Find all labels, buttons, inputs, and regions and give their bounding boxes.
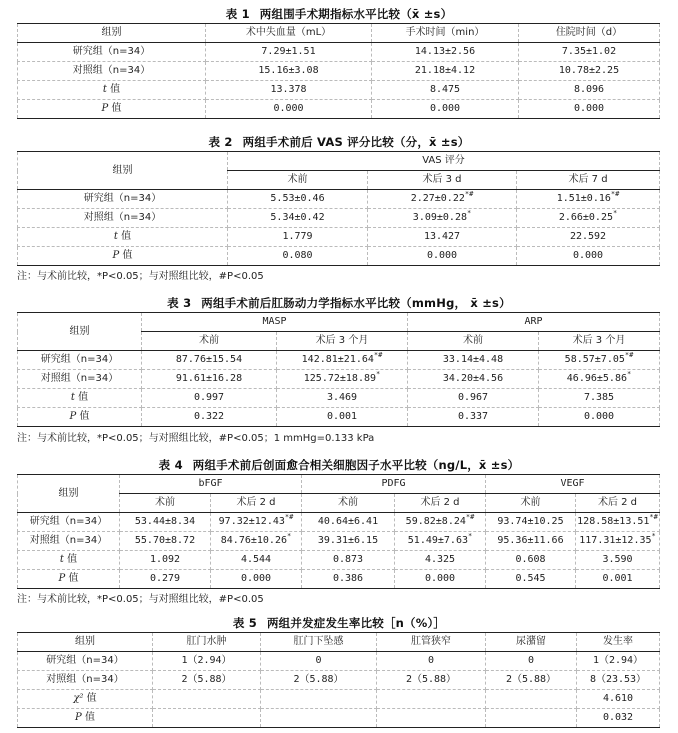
cell: 3.590 [576, 551, 660, 570]
table4-note: 注：与术前比较，*P<0.05；与对照组比较，#P<0.05 [17, 594, 264, 605]
table3-number: 表 3 [167, 296, 192, 310]
cell [153, 709, 261, 728]
table4-subheader: 术前 [120, 494, 211, 513]
table2 [17, 151, 660, 266]
table4-subheader: 术前 [302, 494, 395, 513]
table-row [18, 570, 660, 589]
cell: 4.544 [211, 551, 302, 570]
table5-caption [0, 615, 678, 631]
row-label: 研究组（n=34） [18, 351, 142, 370]
table-row [18, 62, 660, 81]
cell: 0.032 [577, 709, 660, 728]
table-row [18, 370, 660, 389]
cell: 5.53±0.46 [228, 190, 368, 209]
cell: 0.279 [120, 570, 211, 589]
cell: 0.001 [576, 570, 660, 589]
table-row [18, 532, 660, 551]
row-label: 对照组（n=34） [18, 209, 228, 228]
table5-header-anal-stenosis: 肛管狭窄 [377, 633, 486, 652]
cell: 0.337 [408, 408, 539, 427]
table4-subheader: 术后 2 d [211, 494, 302, 513]
cell: 33.14±4.48 [408, 351, 539, 370]
table2-number: 表 2 [208, 135, 233, 149]
cell: 0.000 [206, 100, 372, 119]
table1-title: 两组围手术期指标水平比较（x̄ ±s） [259, 7, 453, 21]
table4-header-group: 组别 [18, 475, 120, 513]
cell: 4.610 [577, 690, 660, 709]
cell: 4.325 [395, 551, 486, 570]
cell: 3.09±0.28* [368, 209, 517, 228]
cell: 95.36±11.66 [486, 532, 576, 551]
table4-subheader: 术后 2 d [395, 494, 486, 513]
table5-header-row [18, 633, 660, 652]
table1-header-hospital-stay: 住院时间（d） [519, 24, 660, 43]
table-row [18, 209, 660, 228]
row-label: 研究组（n=34） [18, 190, 228, 209]
table2-title: 两组手术前后 VAS 评分比较（分，x̄ ±s） [242, 135, 470, 149]
cell: 128.58±13.51*# [576, 513, 660, 532]
cell: 22.592 [517, 228, 660, 247]
cell: 1（2.94） [577, 652, 660, 671]
row-label: χ² 值 [18, 690, 153, 709]
cell: 55.70±8.72 [120, 532, 211, 551]
row-label: P 值 [18, 408, 142, 427]
cell: 39.31±6.15 [302, 532, 395, 551]
table2-subheader: 术后 7 d [517, 171, 660, 190]
table-row [18, 709, 660, 728]
cell: 125.72±18.89* [277, 370, 408, 389]
cell: 2（5.88） [486, 671, 577, 690]
table3-header-row-1 [18, 313, 660, 332]
table5-number: 表 5 [232, 616, 257, 630]
table3 [17, 312, 660, 427]
row-label: 研究组（n=34） [18, 43, 206, 62]
table4 [17, 474, 660, 589]
cell [486, 709, 577, 728]
cell: 7.385 [539, 389, 660, 408]
cell: 8（23.53） [577, 671, 660, 690]
row-label: t 值 [18, 81, 206, 100]
table2-note: 注：与术前比较，*P<0.05；与对照组比较，#P<0.05 [17, 271, 264, 282]
cell: 117.31±12.35* [576, 532, 660, 551]
table5-header-anal-heaviness: 肛门下坠感 [261, 633, 377, 652]
cell: 0.322 [142, 408, 277, 427]
cell: 59.82±8.24*# [395, 513, 486, 532]
row-label: 研究组（n=34） [18, 652, 153, 671]
table1-header-blood-loss: 术中失血量（mL） [206, 24, 372, 43]
cell [377, 709, 486, 728]
table5-header-urinary-retention: 尿潴留 [486, 633, 577, 652]
table3-subheader: 术前 [142, 332, 277, 351]
table1-header-group: 组别 [18, 24, 206, 43]
table4-header-row-1 [18, 475, 660, 494]
row-label: t 值 [18, 228, 228, 247]
cell: 97.32±12.43*# [211, 513, 302, 532]
table-row [18, 81, 660, 100]
row-label: 对照组（n=34） [18, 671, 153, 690]
table3-title: 两组手术前后肛肠动力学指标水平比较（mmHg， x̄ ±s） [201, 296, 511, 310]
cell: 7.29±1.51 [206, 43, 372, 62]
table-row [18, 652, 660, 671]
table4-number: 表 4 [158, 458, 183, 472]
table1-header-row [18, 24, 660, 43]
table-row [18, 389, 660, 408]
table3-header-group: 组别 [18, 313, 142, 351]
cell: 0.967 [408, 389, 539, 408]
table2-caption [0, 134, 678, 150]
table4-header-bfgf: bFGF [120, 475, 302, 494]
table4-header-vegf: VEGF [486, 475, 660, 494]
table1-header-surgery-time: 手术时间（min） [372, 24, 519, 43]
cell: 0.000 [539, 408, 660, 427]
cell: 0.000 [211, 570, 302, 589]
cell: 2（5.88） [261, 671, 377, 690]
table3-header-masp: MASP [142, 313, 408, 332]
table2-subheader: 术前 [228, 171, 368, 190]
table2-subheader: 术后 3 d [368, 171, 517, 190]
cell: 0 [486, 652, 577, 671]
table-row [18, 228, 660, 247]
table2-header-row-1 [18, 152, 660, 171]
row-label: P 值 [18, 100, 206, 119]
cell: 2.66±0.25* [517, 209, 660, 228]
table3-note: 注：与术前比较，*P<0.05；与对照组比较，#P<0.05；1 mmHg=0.133 kPa [17, 433, 375, 444]
cell: 46.96±5.86* [539, 370, 660, 389]
cell: 0.000 [519, 100, 660, 119]
cell: 3.469 [277, 389, 408, 408]
table-row [18, 351, 660, 370]
cell: 2.27±0.22*# [368, 190, 517, 209]
cell: 51.49±7.63* [395, 532, 486, 551]
cell: 14.13±2.56 [372, 43, 519, 62]
cell: 0.000 [372, 100, 519, 119]
cell: 1（2.94） [153, 652, 261, 671]
row-label: 对照组（n=34） [18, 532, 120, 551]
table5-title: 两组并发症发生率比较［n（%）］ [266, 616, 446, 630]
cell: 0.000 [368, 247, 517, 266]
cell: 10.78±2.25 [519, 62, 660, 81]
cell [261, 709, 377, 728]
cell: 0.873 [302, 551, 395, 570]
cell: 13.427 [368, 228, 517, 247]
cell: 40.64±6.41 [302, 513, 395, 532]
row-label: P 值 [18, 709, 153, 728]
cell [377, 690, 486, 709]
table4-title: 两组手术前后创面愈合相关细胞因子水平比较（ng/L，x̄ ±s） [192, 458, 520, 472]
cell: 13.378 [206, 81, 372, 100]
table5 [17, 632, 660, 728]
table-row [18, 100, 660, 119]
table-row [18, 690, 660, 709]
table3-subheader: 术后 3 个月 [539, 332, 660, 351]
cell: 91.61±16.28 [142, 370, 277, 389]
cell: 58.57±7.05*# [539, 351, 660, 370]
cell: 0.000 [517, 247, 660, 266]
cell: 0 [377, 652, 486, 671]
row-label: 对照组（n=34） [18, 62, 206, 81]
table4-subheader: 术后 2 d [576, 494, 660, 513]
cell: 21.18±4.12 [372, 62, 519, 81]
cell: 0 [261, 652, 377, 671]
table5-header-group: 组别 [18, 633, 153, 652]
table-row [18, 43, 660, 62]
row-label: 对照组（n=34） [18, 370, 142, 389]
row-label: t 值 [18, 389, 142, 408]
cell: 0.080 [228, 247, 368, 266]
cell: 0.545 [486, 570, 576, 589]
cell: 87.76±15.54 [142, 351, 277, 370]
cell: 5.34±0.42 [228, 209, 368, 228]
cell: 1.51±0.16*# [517, 190, 660, 209]
cell: 34.20±4.56 [408, 370, 539, 389]
table1-caption [0, 6, 678, 22]
row-label: t 值 [18, 551, 120, 570]
table4-header-pdfg: PDFG [302, 475, 486, 494]
table3-subheader: 术前 [408, 332, 539, 351]
table2-header-vas: VAS 评分 [228, 152, 660, 171]
table5-header-incidence: 发生率 [577, 633, 660, 652]
cell: 15.16±3.08 [206, 62, 372, 81]
table1-number: 表 1 [225, 7, 250, 21]
cell: 0.608 [486, 551, 576, 570]
table2-header-group: 组别 [18, 152, 228, 190]
cell: 1.779 [228, 228, 368, 247]
cell: 7.35±1.02 [519, 43, 660, 62]
cell: 2（5.88） [153, 671, 261, 690]
table-row [18, 408, 660, 427]
row-label: P 值 [18, 570, 120, 589]
cell: 53.44±8.34 [120, 513, 211, 532]
cell: 0.386 [302, 570, 395, 589]
table4-caption [0, 457, 678, 473]
table3-caption [0, 295, 678, 311]
cell: 0.997 [142, 389, 277, 408]
table-row [18, 671, 660, 690]
table1 [17, 23, 660, 119]
cell [261, 690, 377, 709]
table4-subheader: 术前 [486, 494, 576, 513]
table5-header-anal-edema: 肛门水肿 [153, 633, 261, 652]
cell: 142.81±21.64*# [277, 351, 408, 370]
table3-header-arp: ARP [408, 313, 660, 332]
table-row [18, 247, 660, 266]
row-label: 研究组（n=34） [18, 513, 120, 532]
cell: 0.001 [277, 408, 408, 427]
cell: 84.76±10.26* [211, 532, 302, 551]
cell: 0.000 [395, 570, 486, 589]
cell: 2（5.88） [377, 671, 486, 690]
cell: 1.092 [120, 551, 211, 570]
table-row [18, 513, 660, 532]
table-row [18, 551, 660, 570]
row-label: P 值 [18, 247, 228, 266]
table-row [18, 190, 660, 209]
cell: 8.096 [519, 81, 660, 100]
cell [153, 690, 261, 709]
table3-subheader: 术后 3 个月 [277, 332, 408, 351]
cell: 93.74±10.25 [486, 513, 576, 532]
cell [486, 690, 577, 709]
cell: 8.475 [372, 81, 519, 100]
